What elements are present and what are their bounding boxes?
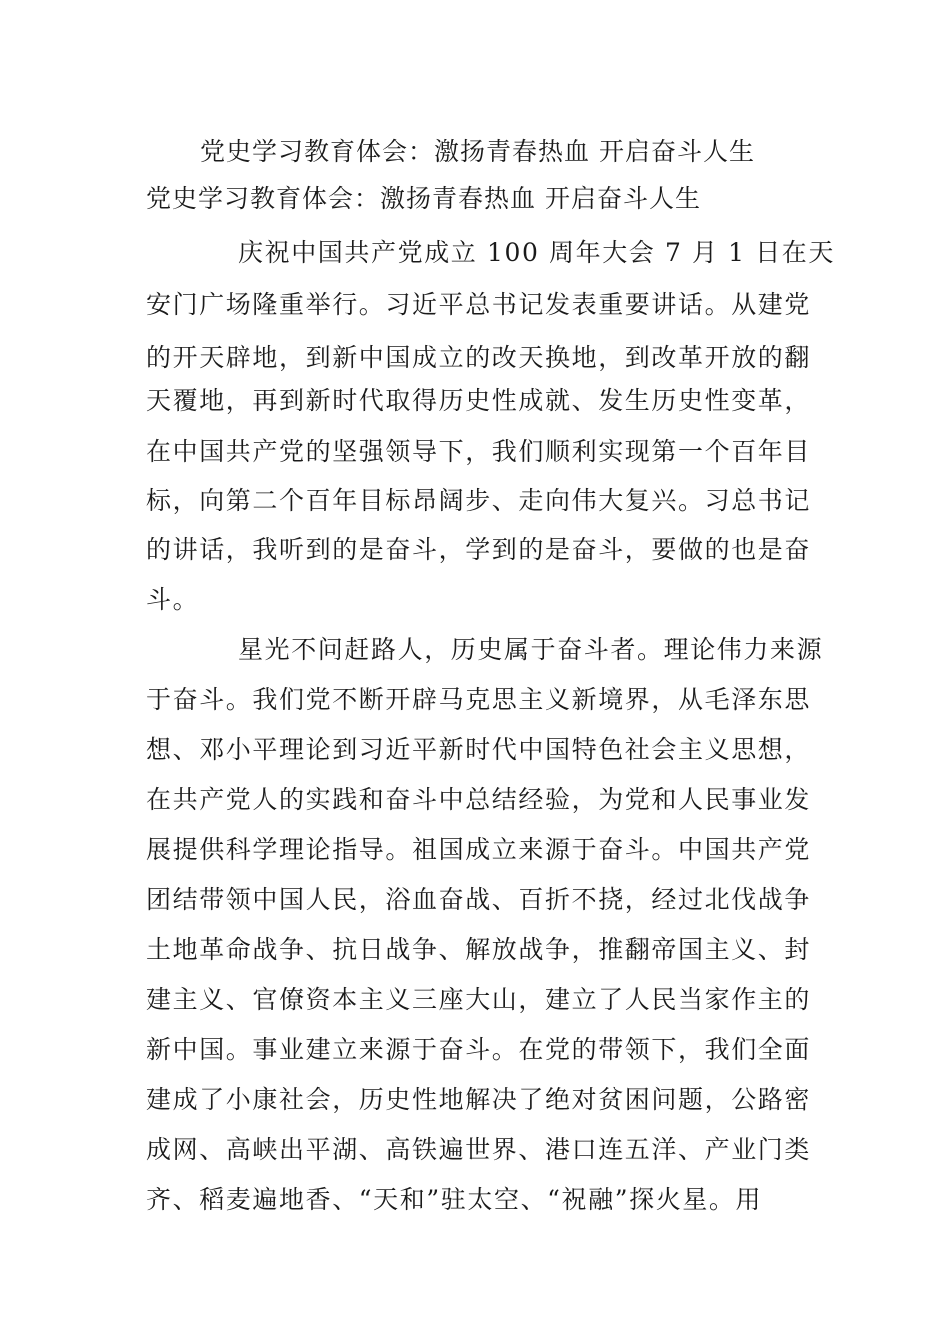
document-subtitle: 党史学习教育体会：激扬青春热血 开启奋斗人生 [146, 184, 701, 213]
paragraph-1-line-2: 安门广场隆重举行。习近平总书记发表重要讲话。从建党 [146, 290, 812, 319]
paragraph-2-line-1: 星光不问赶路人，历史属于奋斗者。理论伟力来源 [238, 635, 824, 664]
paragraph-1-line-5: 在中国共产党的坚强领导下，我们顺利实现第一个百年目 [146, 437, 812, 466]
paragraph-1-line-4: 天覆地，再到新时代取得历史性成就、发生历史性变革， [146, 386, 812, 415]
paragraph-2-line-7: 土地革命战争、抗日战争、解放战争，推翻帝国主义、封 [146, 935, 812, 964]
paragraph-2-line-2: 于奋斗。我们党不断开辟马克思主义新境界，从毛泽东思 [146, 685, 812, 714]
paragraph-2-line-6: 团结带领中国人民，浴血奋战、百折不挠，经过北伐战争 [146, 885, 812, 914]
document-title: 党史学习教育体会：激扬青春热血 开启奋斗人生 [200, 137, 755, 166]
paragraph-2-line-5: 展提供科学理论指导。祖国成立来源于奋斗。中国共产党 [146, 835, 812, 864]
paragraph-2-line-9: 新中国。事业建立来源于奋斗。在党的带领下，我们全面 [146, 1035, 812, 1064]
paragraph-1-line-6: 标，向第二个百年目标昂阔步、走向伟大复兴。习总书记 [146, 486, 812, 515]
paragraph-2-line-3: 想、邓小平理论到习近平新时代中国特色社会主义思想， [146, 735, 812, 764]
paragraph-1-line-8: 斗。 [146, 585, 200, 614]
paragraph-2-line-11: 成网、高峡出平湖、高铁遍世界、港口连五洋、产业门类 [146, 1135, 812, 1164]
paragraph-2-line-4: 在共产党人的实践和奋斗中总结经验，为党和人民事业发 [146, 785, 812, 814]
paragraph-2-line-8: 建主义、官僚资本主义三座大山，建立了人民当家作主的 [146, 985, 812, 1014]
paragraph-2-line-12: 齐、稻麦遍地香、“天和”驻太空、“祝融”探火星。用 [146, 1185, 763, 1214]
paragraph-1-line-3: 的开天辟地，到新中国成立的改天换地，到改革开放的翻 [146, 343, 812, 372]
paragraph-1-line-1: 庆祝中国共产党成立 100 周年大会 7 月 1 日在天 [238, 238, 836, 267]
paragraph-2-line-10: 建成了小康社会，历史性地解决了绝对贫困问题，公路密 [146, 1085, 812, 1114]
paragraph-1-line-7: 的讲话，我听到的是奋斗，学到的是奋斗，要做的也是奋 [146, 535, 812, 564]
